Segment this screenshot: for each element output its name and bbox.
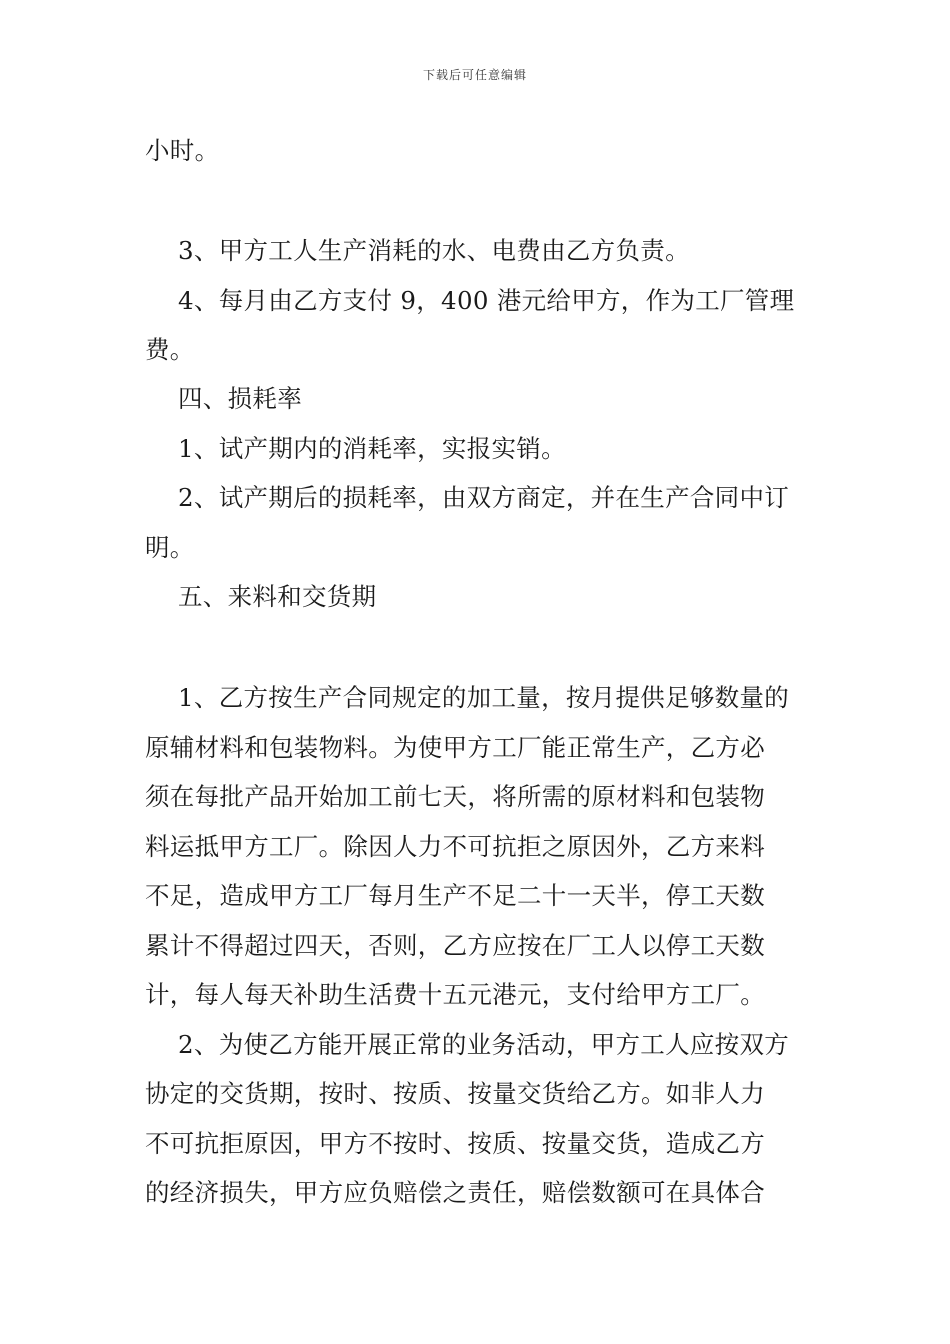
paragraph-line: 3、甲方工人生产消耗的水、电费由乙方负责。 bbox=[178, 236, 690, 265]
paragraph-line: 原辅材料和包装物料。为使甲方工厂能正常生产，乙方必 bbox=[145, 733, 765, 762]
page-header-note: 下载后可任意编辑 bbox=[422, 68, 527, 82]
paragraph-line: 的经济损失，甲方应负赔偿之责任，赔偿数额可在具体合 bbox=[145, 1178, 765, 1207]
paragraph-line: 明。 bbox=[145, 533, 195, 562]
paragraph-line: 1、乙方按生产合同规定的加工量，按月提供足够数量的 bbox=[178, 683, 790, 712]
paragraph-line: 不可抗拒原因，甲方不按时、按质、按量交货，造成乙方 bbox=[145, 1129, 765, 1158]
paragraph-line: 1、试产期内的消耗率，实报实销。 bbox=[178, 434, 566, 463]
paragraph-line: 2、为使乙方能开展正常的业务活动，甲方工人应按双方 bbox=[178, 1030, 790, 1059]
paragraph-line: 计，每人每天补助生活费十五元港元，支付给甲方工厂。 bbox=[145, 980, 765, 1009]
paragraph-line: 费。 bbox=[145, 335, 195, 364]
paragraph-line: 协定的交货期，按时、按质、按量交货给乙方。如非人力 bbox=[145, 1079, 765, 1108]
paragraph-line: 累计不得超过四天，否则，乙方应按在厂工人以停工天数 bbox=[145, 931, 765, 960]
section-heading: 五、来料和交货期 bbox=[178, 582, 377, 611]
paragraph-line: 料运抵甲方工厂。除因人力不可抗拒之原因外，乙方来料 bbox=[145, 832, 765, 861]
paragraph-line: 小时。 bbox=[145, 136, 220, 165]
paragraph-line: 2、试产期后的损耗率，由双方商定，并在生产合同中订 bbox=[178, 483, 790, 512]
section-heading: 四、损耗率 bbox=[178, 384, 302, 413]
paragraph-line: 须在每批产品开始加工前七天，将所需的原材料和包装物 bbox=[145, 782, 765, 811]
paragraph-line: 不足，造成甲方工厂每月生产不足二十一天半，停工天数 bbox=[145, 881, 765, 910]
paragraph-line: 4、每月由乙方支付 9，400 港元给甲方，作为工厂管理 bbox=[178, 286, 795, 315]
